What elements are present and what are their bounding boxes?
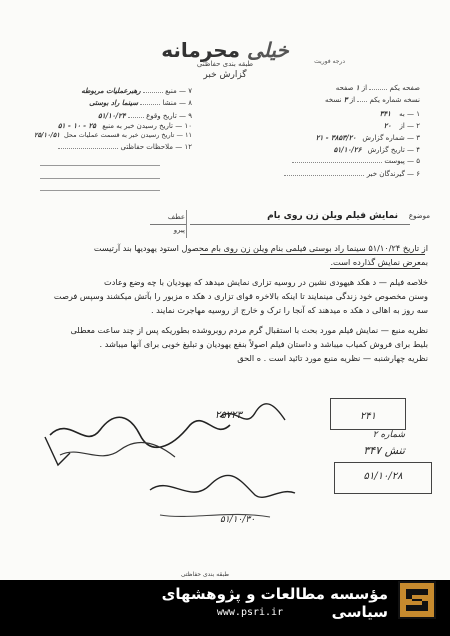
footer-classification: طبقه بندی حفاظتی	[180, 571, 230, 578]
stamp-line-1: شماره ۲	[372, 430, 405, 440]
signature-scribbles	[40, 395, 330, 545]
priority-label: درجه فوریت	[314, 58, 345, 65]
subject-underline	[190, 224, 410, 225]
stamp-line-2: تنش ۳۴۷	[363, 444, 405, 457]
body-line-1: از تاریخ ۵۱/۱۰/۲۴ سینما راد بوستی فیلمی بنام ویلن زن روی بام محصول استود یهودیها بند آرتیست	[93, 243, 428, 253]
body-line-3: خلاصه فیلم — د هکد هیهودی نشین در روسیه تزاری نمایش میدهد که یهودیان با چه وضع وعادت	[103, 277, 428, 287]
body-line-5: سه روز به اهالی د هکد ه میدهند که آنجا را ترک و خارج از روسیه مهاجرت نمایند .	[150, 305, 428, 315]
subject-line	[190, 211, 430, 221]
classification-handwritten: خیلی	[240, 38, 289, 62]
left-field-line	[40, 165, 160, 166]
field-receipt-date-ops: ۱۱ — تاریخ رسیدن خبر به قسمت عملیات محل ۲۵/۱۰/۵۱	[34, 131, 192, 139]
field-occurrence-date: ۹ — تاریخ وقوع ۵۱/۱۰/۲۴	[97, 111, 192, 120]
field-copy-number: نسخه شماره یکم از ۳ نسخه	[325, 95, 420, 104]
body-line-2: بمعرض نمایش گذارده است.	[330, 257, 428, 267]
body-underline	[200, 254, 425, 255]
body-underline	[330, 268, 420, 269]
field-origin: ۸ — منشا سینما راد بوستی	[89, 98, 192, 107]
signature-stroke	[45, 437, 70, 465]
report-type: گزارش خبر	[203, 70, 247, 80]
label-atf: عطف	[167, 213, 185, 221]
classification-label: طبقه بندی حفاظتی	[196, 60, 254, 68]
field-page-number: صفحه یکم از ۱ صفحه	[335, 83, 420, 92]
field-to: ۱ — به ۳۴۱	[379, 109, 420, 118]
field-report-date: ۴ — تاریخ گزارش ۵۱/۱۰/۲۶	[333, 145, 420, 154]
annotation-number: ۲۵۷۲۳	[215, 410, 242, 421]
field-receipt-date-source: ۱۰ — تاریخ رسیدن خبر به منبع ۲۵ - ۱۰ - ۵۱	[57, 121, 192, 130]
field-attachment: ۵ — پیوست	[260, 157, 420, 169]
left-field-line	[40, 190, 160, 191]
side-rule	[150, 224, 186, 225]
field-security-notes: ۱۲ — ملاحظات حفاظتی	[22, 143, 192, 155]
stamp-number: ۲۴۱	[359, 411, 377, 422]
body-line-6: نظریه منبع — نمایش فیلم مورد بحث با استقبال گرم مردم روبروشده بطوریکه پس از چند ساعت معطلی	[70, 325, 428, 335]
label-peyro: پیرو	[173, 226, 185, 234]
annotation-date: ۵۱/۱۰/۳۰	[220, 515, 256, 525]
field-report-number: ۳ — شماره گزارش ۳۸۵۳/۲۰ - ۲۱	[315, 133, 420, 142]
side-divider	[186, 210, 187, 238]
psri-logo-icon	[398, 581, 436, 619]
watermark-url: www.psri.ir	[216, 607, 284, 618]
stamp-box-lower	[334, 462, 432, 494]
left-field-line	[40, 178, 160, 179]
stamp-box-upper	[330, 398, 406, 430]
field-recipients: ۶ — گیرندگان خبر	[260, 170, 420, 182]
signature-stroke	[60, 442, 175, 457]
subject-text: نمایش فیلم ویلن زن روی بام	[267, 211, 399, 221]
field-source: ۷ — منبع رهبرعملیات مربوطه	[81, 86, 192, 95]
body-line-7: بلیط برای فروش کمیاب میباشد و داستان فیلم اصولاً بنفع یهودیان و تبلیغ خوبی برای آنها میباشد .	[99, 339, 428, 349]
subject-label: موضوع	[408, 212, 430, 220]
classification-title	[150, 38, 300, 62]
field-from: ۲ — از ۲۰	[383, 121, 420, 130]
watermark-org-name: مؤسسه مطالعات و پژوهشهای سیاسی	[161, 585, 388, 621]
signature-stroke	[150, 475, 295, 497]
body-line-8: نظریه چهارشنبه — نظریه منبع مورد تائید است . ه الحق	[237, 353, 428, 363]
stamp-date: ۵۱/۱۰/۲۸	[363, 471, 403, 482]
classification-printed: محرمانه	[161, 38, 241, 62]
body-line-4: وسنن مخصوص خود زندگی مینمایند تا اینکه بالاخره قوای تزاری د هکد ه مزبور را بآتش میکشند وسپس فرصت	[53, 291, 428, 301]
